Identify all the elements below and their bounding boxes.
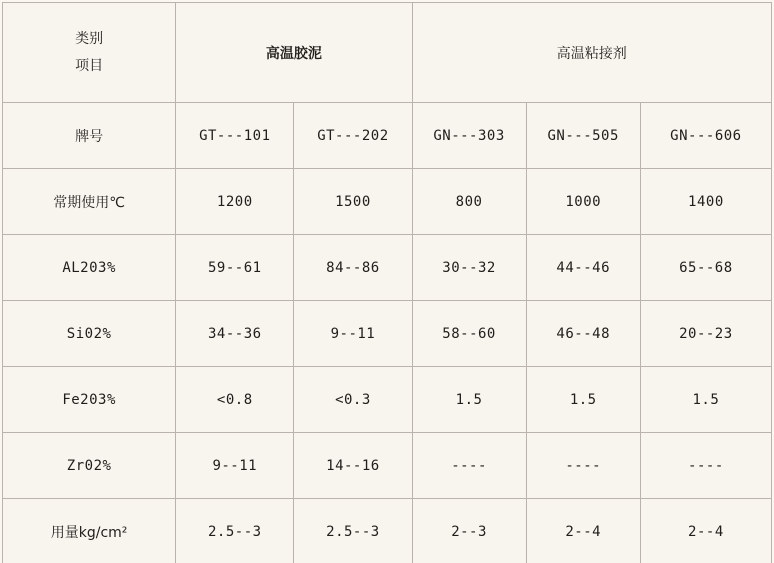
row-label: 常期使用℃ — [3, 169, 176, 235]
table-cell: 2--4 — [526, 499, 640, 563]
table-header-row — [3, 3, 772, 103]
table-cell: 1400 — [640, 169, 771, 235]
table-cell: 14--16 — [294, 433, 412, 499]
table-cell: <0.8 — [176, 367, 294, 433]
table-row — [3, 433, 772, 499]
row-label: 牌号 — [3, 103, 176, 169]
table-cell: 59--61 — [176, 235, 294, 301]
table-row — [3, 169, 772, 235]
table-row — [3, 301, 772, 367]
corner-label-category: 类别 — [75, 30, 104, 47]
table-cell: 1200 — [176, 169, 294, 235]
table-cell: GN---303 — [412, 103, 526, 169]
corner-label-item: 项目 — [75, 57, 104, 74]
table-cell: 44--46 — [526, 235, 640, 301]
table-cell: 2.5--3 — [176, 499, 294, 563]
table-cell: 9--11 — [294, 301, 412, 367]
table-cell: GT---101 — [176, 103, 294, 169]
table-cell: GN---505 — [526, 103, 640, 169]
table-cell: 1.5 — [640, 367, 771, 433]
table-cell: GN---606 — [640, 103, 771, 169]
table-cell: 1.5 — [526, 367, 640, 433]
table-body — [3, 3, 772, 563]
table-cell: ---- — [412, 433, 526, 499]
table-cell: 30--32 — [412, 235, 526, 301]
table-cell: 20--23 — [640, 301, 771, 367]
table-cell: 65--68 — [640, 235, 771, 301]
table-cell: 46--48 — [526, 301, 640, 367]
row-label: AL203% — [3, 235, 176, 301]
table-cell: 84--86 — [294, 235, 412, 301]
row-label: 用量kg/cm² — [3, 499, 176, 563]
table-cell: 1500 — [294, 169, 412, 235]
table-cell: 58--60 — [412, 301, 526, 367]
row-label: Si02% — [3, 301, 176, 367]
column-group-header-2: 高温粘接剂 — [412, 3, 772, 103]
table-cell: 800 — [412, 169, 526, 235]
row-label: Fe203% — [3, 367, 176, 433]
table-row — [3, 499, 772, 563]
table-cell: ---- — [640, 433, 771, 499]
table-cell: GT---202 — [294, 103, 412, 169]
table-row — [3, 235, 772, 301]
table-cell: 2--4 — [640, 499, 771, 563]
table-row — [3, 367, 772, 433]
column-group-header-1: 高温胶泥 — [176, 3, 412, 103]
table-cell: 34--36 — [176, 301, 294, 367]
table-cell: 1.5 — [412, 367, 526, 433]
specification-table — [2, 2, 772, 563]
table-cell: <0.3 — [294, 367, 412, 433]
table-cell: 9--11 — [176, 433, 294, 499]
table-cell: 1000 — [526, 169, 640, 235]
row-label: Zr02% — [3, 433, 176, 499]
table-corner-cell — [3, 3, 176, 103]
table-cell: 2--3 — [412, 499, 526, 563]
table-cell: 2.5--3 — [294, 499, 412, 563]
table-row — [3, 103, 772, 169]
table-cell: ---- — [526, 433, 640, 499]
